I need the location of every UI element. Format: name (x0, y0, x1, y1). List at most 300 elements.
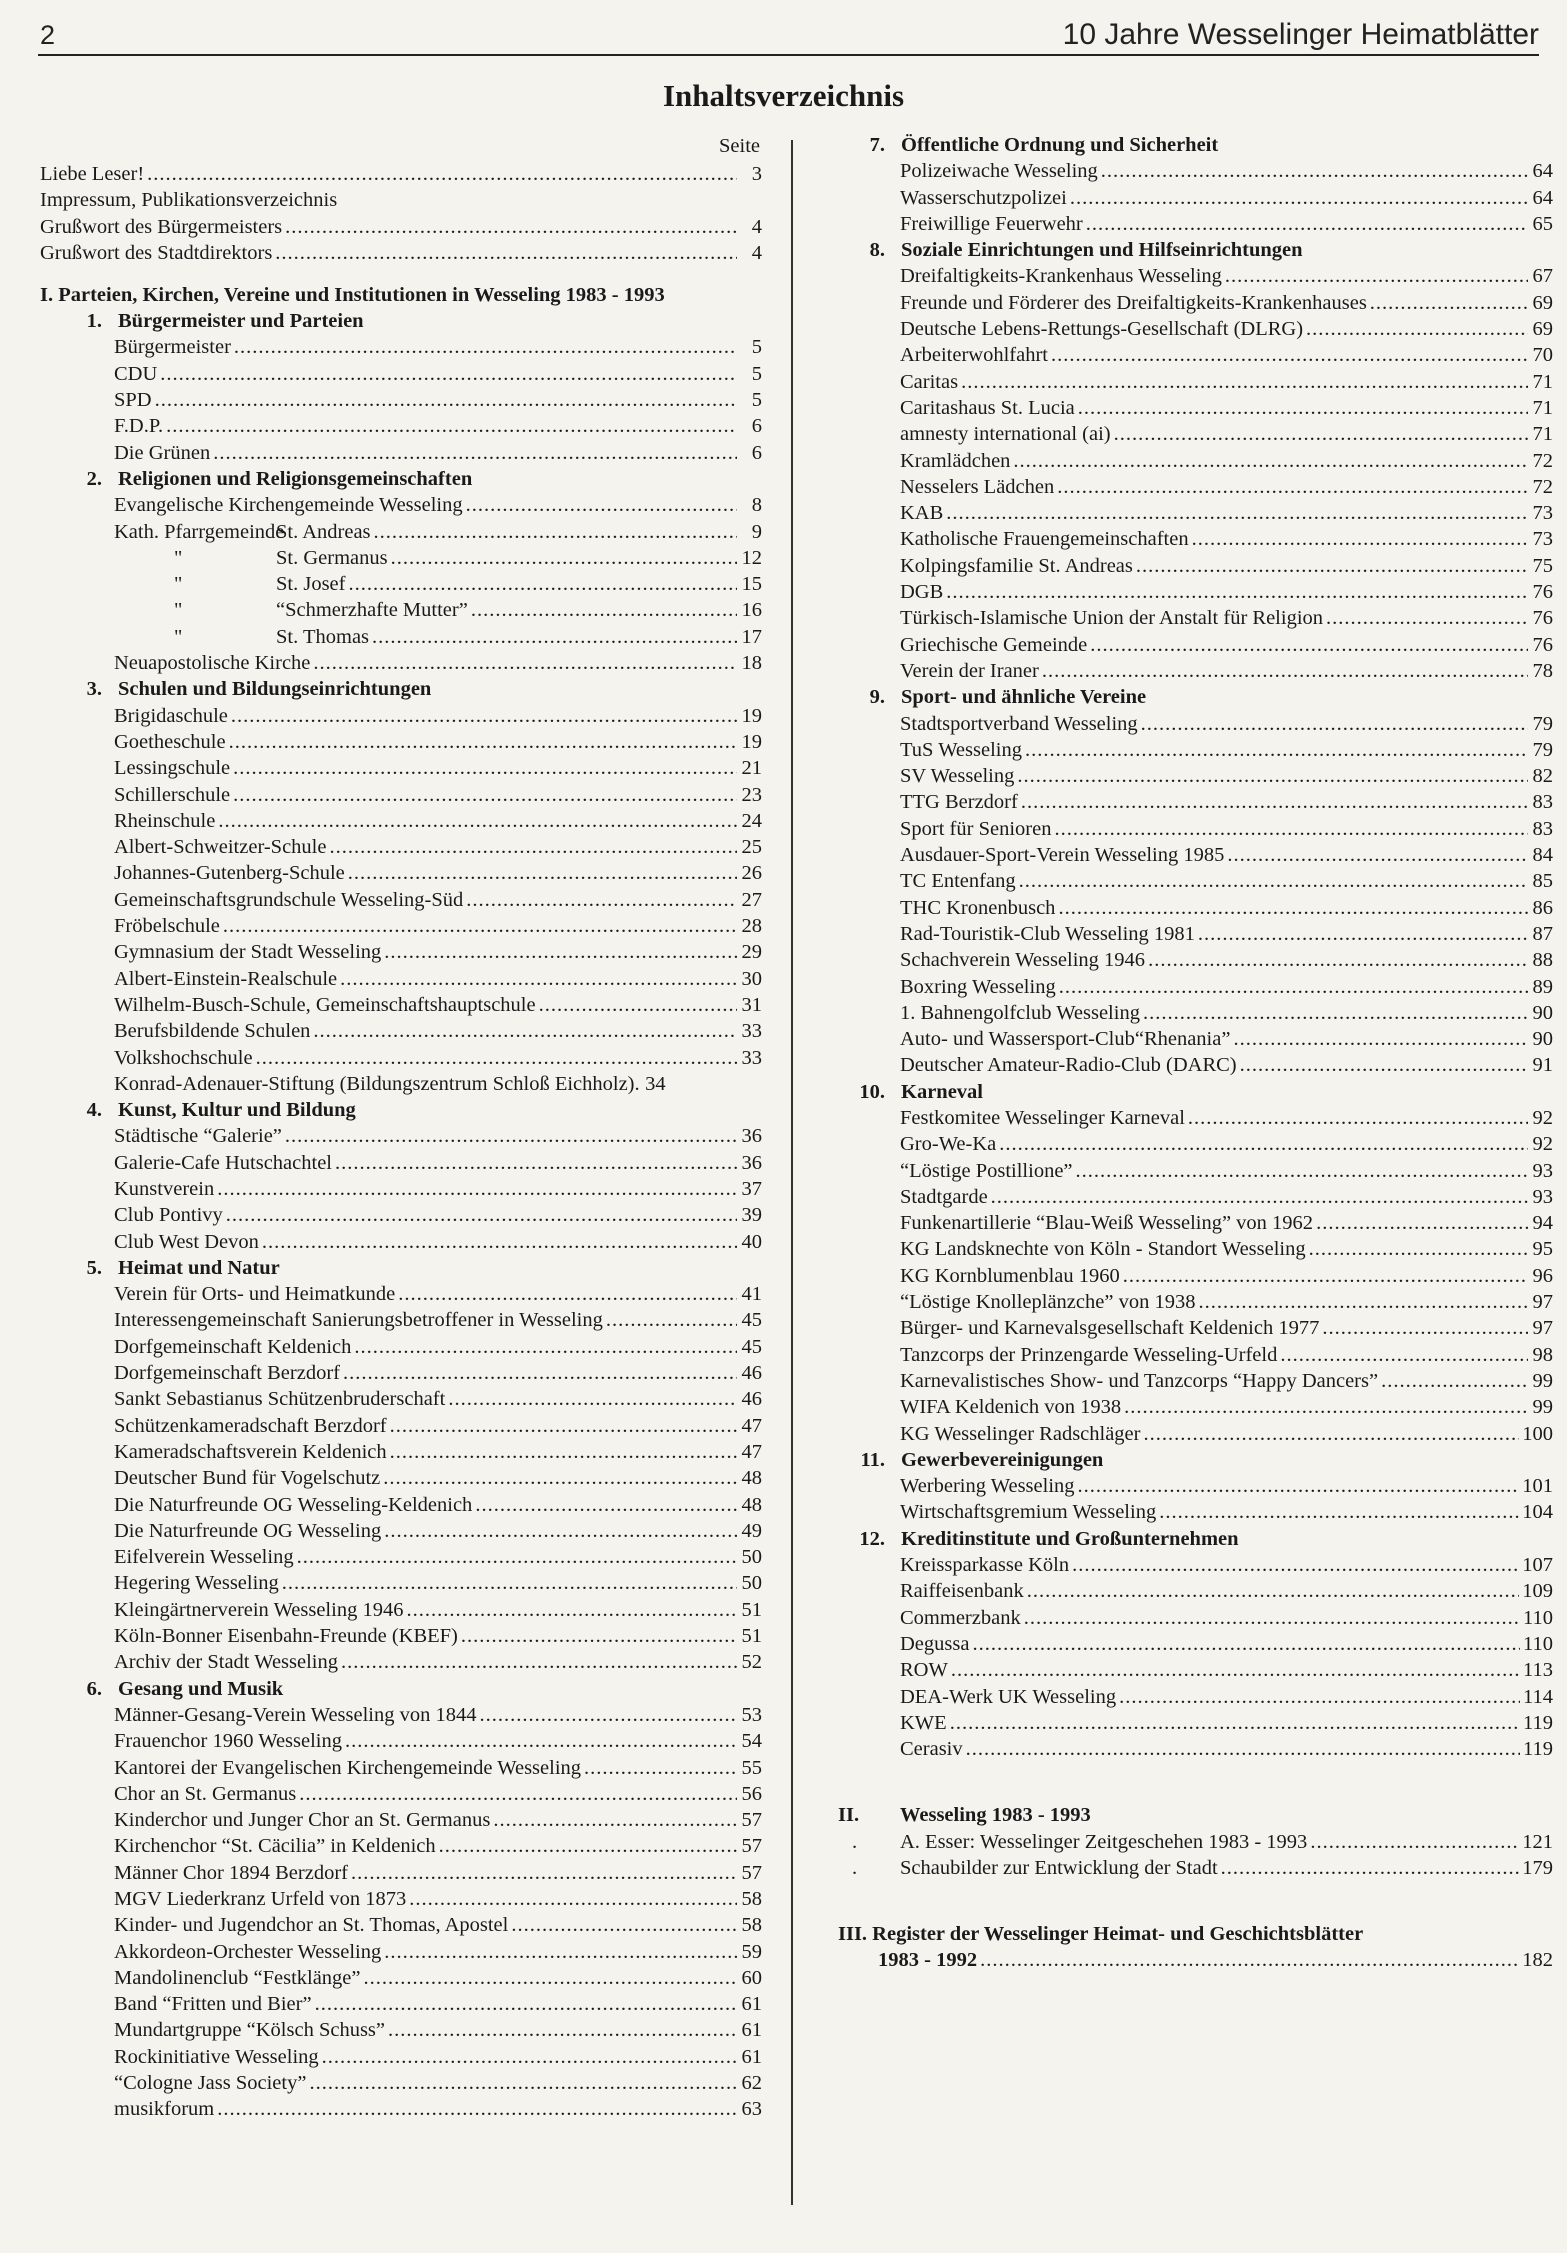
page-ref: 34 (645, 1072, 666, 1095)
page-ref: 179 (1522, 1857, 1553, 1879)
toc-entry (838, 1394, 1553, 1420)
toc-entry-label: Neuapostolische Kirche (114, 652, 311, 675)
page-ref: 51 (741, 1598, 762, 1621)
leader-dots (285, 1123, 737, 1149)
leader-dots (217, 2096, 737, 2122)
page-ref: 52 (741, 1651, 762, 1674)
leader-dots (471, 597, 737, 623)
section-title: Kreditinstitute und Großunternehmen (901, 1527, 1239, 1550)
leader-dots (391, 545, 737, 571)
toc-entry (838, 1026, 1553, 1052)
toc-entry (838, 974, 1553, 1000)
toc-entry-label: Die Grünen (114, 441, 211, 464)
page-ref: 24 (741, 809, 762, 832)
page-ref: 95 (1532, 1238, 1553, 1261)
part-two-list (838, 1829, 1553, 1882)
toc-entry (40, 1386, 762, 1412)
toc-entry-label: KAB (900, 502, 944, 525)
page-number: 2 (40, 20, 56, 50)
toc-entry (40, 1939, 762, 1965)
leader-dots (282, 1570, 737, 1596)
leader-dots (297, 1544, 737, 1570)
toc-entry (40, 1150, 762, 1176)
page-ref: 58 (741, 1888, 762, 1910)
leader-dots (950, 1710, 1520, 1736)
toc-entry (838, 895, 1553, 921)
toc-entry (838, 1210, 1553, 1236)
toc-entry-label: CDU (114, 362, 158, 385)
toc-entry (838, 1052, 1553, 1078)
leader-dots (1123, 1263, 1528, 1289)
section-title: Gewerbevereinigungen (901, 1448, 1104, 1471)
toc-entry (838, 1736, 1553, 1762)
leader-dots (972, 1631, 1520, 1657)
leader-dots (475, 1492, 737, 1518)
leader-dots (1072, 1552, 1519, 1578)
toc-entry (40, 240, 762, 266)
toc-entry (40, 939, 762, 965)
page-ref: 19 (741, 730, 762, 753)
header-rule (38, 54, 1539, 56)
leader-dots (372, 624, 737, 650)
toc-entry-label: THC Kronenbusch (900, 896, 1056, 919)
leader-dots (217, 1176, 737, 1202)
page-ref: 99 (1532, 1396, 1553, 1419)
toc-entry (40, 2017, 762, 2043)
toc-entry-label: Raiffeisenbank (900, 1580, 1024, 1603)
toc-entry-label: Gymnasium der Stadt Wesseling (114, 941, 382, 964)
section-heading (40, 1676, 762, 1702)
toc-entry-label: Wasserschutzpolizei (900, 186, 1067, 209)
toc-entry (40, 187, 762, 213)
toc-entry-label: Grußwort des Bürgermeisters (40, 215, 283, 238)
page-ref: 39 (741, 1204, 762, 1227)
leader-dots (1086, 211, 1528, 237)
page-ref: 92 (1532, 1106, 1553, 1129)
toc-entry (838, 1342, 1553, 1368)
toc-entry (40, 1702, 762, 1728)
page-ref: 4 (751, 215, 762, 238)
toc-entry-label: Katholische Frauengemeinschaften (900, 528, 1189, 551)
leader-dots (275, 240, 737, 266)
part-three-entry (838, 1947, 1553, 1973)
page-ref: 46 (741, 1362, 762, 1385)
toc-entry-label: Frauenchor 1960 Wesseling (114, 1730, 342, 1753)
toc-entry-label: Verein der Iraner (900, 659, 1039, 682)
toc-entry (40, 387, 762, 413)
toc-entry-label: Mandolinenclub “Festklänge” (114, 1966, 361, 1989)
toc-entry (40, 1281, 762, 1307)
page-ref: 121 (1522, 1830, 1553, 1853)
page-ref: 29 (741, 941, 762, 964)
toc-entry (40, 492, 762, 518)
leader-dots (466, 492, 737, 518)
leader-dots (384, 939, 737, 965)
page-ref: 50 (741, 1546, 762, 1569)
leader-dots (1057, 474, 1528, 500)
page-ref: 65 (1532, 212, 1553, 235)
leader-dots (1198, 1289, 1528, 1315)
toc-entry (40, 2096, 762, 2122)
leader-dots (383, 1465, 737, 1491)
leader-dots (299, 1781, 737, 1807)
page-ref: 58 (741, 1914, 762, 1937)
section-heading (40, 1255, 762, 1281)
page-ref: 76 (1532, 581, 1553, 604)
toc-entry (838, 342, 1553, 368)
toc-entry-label: Freiwillige Feuerwehr (900, 212, 1083, 235)
leader-dots (313, 1018, 737, 1044)
toc-entry-label: Bürgermeister (114, 336, 231, 359)
toc-entry-label: ROW (900, 1659, 948, 1682)
page-ref: 48 (741, 1493, 762, 1516)
page-ref: 17 (741, 625, 762, 648)
page-ref: 60 (741, 1966, 762, 1989)
page-ref: 53 (741, 1703, 762, 1726)
page-ref: 90 (1532, 1001, 1553, 1024)
page-ref: 89 (1532, 975, 1553, 998)
toc-entry (40, 966, 762, 992)
page-ref: 101 (1522, 1475, 1553, 1498)
leader-dots (1042, 658, 1528, 684)
toc-entry-label: Lessingschule (114, 757, 231, 780)
toc-entry-prefix: " (174, 573, 183, 596)
page-ref: 82 (1532, 765, 1553, 788)
page-ref: 45 (741, 1309, 762, 1332)
toc-entry (40, 913, 762, 939)
toc-entry-label: TuS Wesseling (900, 738, 1022, 761)
page-ref: 16 (741, 599, 762, 622)
page-ref: 97 (1532, 1291, 1553, 1314)
section-title: Religionen und Religionsgemeinschaften (118, 467, 473, 490)
page-ref: 28 (741, 915, 762, 938)
toc-entry-label: Stadtsportverband Wesseling (900, 712, 1138, 735)
toc-entry-label: Wirtschaftsgremium Wesseling (900, 1501, 1157, 1524)
page-ref: 73 (1532, 502, 1553, 525)
section-title: Bürgermeister und Parteien (118, 310, 364, 333)
toc-entry (838, 1605, 1553, 1631)
section-number: 10. (859, 1080, 885, 1103)
toc-entry (838, 1421, 1553, 1447)
left-column (40, 132, 762, 2123)
toc-entry (838, 1131, 1553, 1157)
toc-entry (40, 413, 762, 439)
page-ref: 57 (741, 1861, 762, 1884)
toc-entry-label: Nesselers Lädchen (900, 475, 1055, 498)
toc-entry-label: Kolpingsfamilie St. Andreas (900, 554, 1133, 577)
toc-entry-label: Liebe Leser! (40, 163, 145, 185)
toc-entry-label: Rad-Touristik-Club Wesseling 1981 (900, 922, 1195, 945)
section-number: 11. (860, 1448, 885, 1471)
toc-entry (40, 1202, 762, 1228)
page-ref: 64 (1532, 160, 1553, 183)
toc-entry (40, 1860, 762, 1886)
toc-entry (838, 1263, 1553, 1289)
toc-entry (40, 1018, 762, 1044)
leader-dots (329, 834, 737, 860)
toc-entry-label: Kreissparkasse Köln (900, 1554, 1070, 1577)
leader-dots (398, 1281, 737, 1307)
leader-dots (1240, 1052, 1528, 1078)
bullet-mark: . (852, 1830, 858, 1853)
toc-entry-label: TC Entenfang (900, 870, 1016, 893)
leader-dots (233, 755, 737, 781)
page-ref: 70 (1532, 344, 1553, 367)
toc-entry-label: Fröbelschule (114, 915, 220, 938)
section-title: Karneval (901, 1080, 983, 1103)
toc-entry (838, 1855, 1553, 1881)
page-ref: 9 (751, 520, 762, 543)
section-heading (40, 308, 762, 334)
leader-dots (493, 1807, 737, 1833)
toc-entry-label: Wilhelm-Busch-Schule, Gemeinschaftshauptschule (114, 993, 536, 1016)
toc-entry (838, 1657, 1553, 1683)
toc-entry (40, 214, 762, 240)
toc-entry-label: Auto- und Wassersport-Club“Rhenania” (900, 1028, 1231, 1051)
toc-entry-label: Albert-Einstein-Realschule (114, 967, 338, 990)
leader-dots (1143, 1000, 1528, 1026)
toc-entry (40, 703, 762, 729)
toc-entry (838, 448, 1553, 474)
toc-entry-label: St. Germanus (276, 546, 388, 569)
page-ref: 83 (1532, 817, 1553, 840)
leader-dots (390, 1439, 737, 1465)
page-ref: 59 (741, 1940, 762, 1963)
toc-entry-label: Caritas (900, 370, 959, 393)
page-ref: 96 (1532, 1264, 1553, 1287)
leader-dots (961, 369, 1528, 395)
leader-dots (231, 703, 737, 729)
page-ref: 114 (1523, 1685, 1553, 1708)
page-ref: 75 (1532, 554, 1553, 577)
leader-dots (147, 161, 737, 187)
page-ref: 100 (1522, 1422, 1553, 1445)
leader-dots (213, 440, 737, 466)
leader-dots (1221, 1855, 1520, 1881)
running-title: 10 Jahre Wesselinger Heimatblätter (1062, 18, 1539, 51)
toc-entry-label: Mundartgruppe “Kölsch Schuss” (114, 2019, 386, 2042)
toc-entry (40, 1045, 762, 1071)
toc-entry (40, 571, 762, 597)
section-title: Öffentliche Ordnung und Sicherheit (901, 134, 1219, 156)
section-title: Schulen und Bildungseinrichtungen (118, 678, 432, 701)
toc-entry (838, 947, 1553, 973)
leader-dots (461, 1623, 737, 1649)
leader-dots (1310, 1829, 1519, 1855)
leader-dots (1227, 842, 1528, 868)
page-ref: 85 (1532, 870, 1553, 893)
toc-entry (838, 1473, 1553, 1499)
page-ref: 3 (751, 163, 762, 185)
toc-entry (838, 605, 1553, 631)
toc-entry (40, 624, 762, 650)
leader-dots (1017, 763, 1528, 789)
leader-dots (406, 1597, 737, 1623)
toc-entry-label: Freunde und Förderer des Dreifaltigkeits-Krankenhauses (900, 291, 1367, 314)
toc-entry (838, 526, 1553, 552)
page-ref: 25 (741, 836, 762, 859)
right-section-list (838, 132, 1553, 1762)
leader-dots (218, 808, 737, 834)
toc-entry-label: Kameradschaftsverein Keldenich (114, 1440, 387, 1463)
page-ref: 30 (741, 967, 762, 990)
leader-dots (1024, 1605, 1520, 1631)
leader-dots (1198, 921, 1528, 947)
toc-entry (40, 1544, 762, 1570)
leader-dots (256, 1045, 737, 1071)
leader-dots (511, 1912, 737, 1938)
toc-entry-prefix: Kath. Pfarrgemeinde (114, 520, 285, 543)
toc-entry-label: A. Esser: Wesselinger Zeitgeschehen 1983 - 1993 (900, 1830, 1308, 1853)
toc-entry-label: Männer Chor 1894 Berzdorf (114, 1861, 348, 1884)
leader-dots (966, 1736, 1520, 1762)
leader-dots (448, 1386, 737, 1412)
section-number: 4. (86, 1099, 102, 1122)
part-two-number: II. (838, 1804, 860, 1827)
toc-entry (838, 1631, 1553, 1657)
leader-dots (1070, 185, 1528, 211)
toc-entry-label: Die Naturfreunde OG Wesseling (114, 1519, 382, 1542)
page-ref: 73 (1532, 528, 1553, 551)
toc-entry-label: Dorfgemeinschaft Keldenich (114, 1335, 352, 1358)
page-ref: 91 (1532, 1054, 1553, 1077)
toc-entry (838, 868, 1553, 894)
leader-dots (1188, 1105, 1528, 1131)
toc-entry-label: Griechische Gemeinde (900, 633, 1088, 656)
toc-entry (838, 421, 1553, 447)
toc-entry-label: Schützenkameradschaft Berzdorf (114, 1414, 387, 1437)
toc-entry-label: 1. Bahnengolfclub Wesseling (900, 1001, 1140, 1024)
toc-entry-label: KG Landsknechte von Köln - Standort Wesseling (900, 1238, 1306, 1261)
toc-entry (838, 1710, 1553, 1736)
page-ref: 63 (741, 2098, 762, 2121)
page-ref: 23 (741, 783, 762, 806)
leader-dots (1058, 895, 1528, 921)
toc-entry (838, 658, 1553, 684)
toc-entry-label: Dorfgemeinschaft Berzdorf (114, 1362, 340, 1385)
toc-entry-label: Interessengemeinschaft Sanierungsbetroffener in Wesseling (114, 1309, 603, 1332)
toc-entry-label: Werbering Wesseling (900, 1475, 1075, 1498)
page-ref: 84 (1532, 844, 1553, 867)
section-title: Heimat und Natur (118, 1256, 280, 1279)
toc-entry-label: Kunstverein (114, 1177, 215, 1200)
page-ref: 88 (1532, 949, 1553, 972)
page-ref: 99 (1532, 1369, 1553, 1392)
toc-entry (838, 921, 1553, 947)
toc-entry-label: Berufsbildende Schulen (114, 1020, 311, 1043)
page-ref: 93 (1532, 1185, 1553, 1208)
leader-dots (1027, 1578, 1520, 1604)
page-ref: 33 (741, 1046, 762, 1069)
page-ref: 54 (741, 1730, 762, 1753)
toc-entry-label: Konrad-Adenauer-Stiftung (Bildungszentrum Schloß Eichholz). (114, 1072, 640, 1095)
page-ref: 36 (741, 1125, 762, 1148)
section-number: 3. (86, 678, 102, 701)
leader-dots (348, 571, 737, 597)
section-title: Gesang und Musik (118, 1677, 284, 1700)
toc-entry-prefix: " (174, 546, 183, 569)
toc-entry (40, 440, 762, 466)
toc-entry-label: amnesty international (ai) (900, 423, 1111, 446)
page-ref: 5 (751, 362, 762, 385)
toc-entry (40, 1492, 762, 1518)
spacer (838, 1762, 1553, 1802)
toc-entry-label: F.D.P. (114, 415, 164, 438)
toc-entry (838, 158, 1553, 184)
page-ref: 98 (1532, 1343, 1553, 1366)
page-ref: 119 (1523, 1711, 1553, 1734)
toc-entry (40, 1912, 762, 1938)
toc-entry (40, 1623, 762, 1649)
page-ref: 92 (1532, 1133, 1553, 1156)
seite-label: Seite (719, 135, 760, 157)
page-ref: 45 (741, 1335, 762, 1358)
toc-entry (838, 763, 1553, 789)
toc-entry-label: DGB (900, 581, 944, 604)
leader-dots (439, 1833, 737, 1859)
toc-entry (838, 1236, 1553, 1262)
page-ref: 19 (741, 704, 762, 727)
toc-entry (838, 290, 1553, 316)
left-section-list (40, 308, 762, 2122)
leader-dots (229, 729, 737, 755)
page-ref: 26 (741, 862, 762, 885)
leader-dots (1054, 816, 1528, 842)
page-ref: 93 (1532, 1159, 1553, 1182)
toc-entry-label: Rockinitiative Wesseling (114, 2045, 319, 2068)
leader-dots (1192, 526, 1528, 552)
toc-entry (838, 579, 1553, 605)
section-number: 1. (86, 310, 102, 333)
page-ref: 119 (1523, 1738, 1553, 1761)
toc-entry-label: SV Wesseling (900, 765, 1015, 788)
part-three-heading: III. Register der Wesselinger Heimat- und Geschichtsblätter (838, 1923, 1364, 1946)
page-ref: 5 (751, 336, 762, 359)
leader-dots (1090, 632, 1528, 658)
page-ref: 72 (1532, 449, 1553, 472)
leader-dots (946, 500, 1528, 526)
toc-entry (838, 632, 1553, 658)
page-ref: 94 (1532, 1212, 1553, 1235)
toc-entry (40, 1807, 762, 1833)
leader-dots (991, 1184, 1528, 1210)
section-number: 5. (86, 1256, 102, 1279)
leader-dots (233, 782, 737, 808)
section-number: 2. (86, 467, 102, 490)
leader-dots (1076, 1158, 1528, 1184)
page-ref: 109 (1522, 1580, 1553, 1603)
toc-entry (40, 1071, 762, 1097)
leader-dots (343, 1360, 737, 1386)
toc-entry-label: Galerie-Cafe Hutschachtel (114, 1151, 332, 1174)
page-ref: 71 (1532, 370, 1553, 393)
page-ref: 64 (1532, 186, 1553, 209)
toc-entry (838, 1552, 1553, 1578)
leader-dots (354, 1334, 737, 1360)
toc-entry (838, 1158, 1553, 1184)
page-ref: 40 (741, 1230, 762, 1253)
leader-dots (234, 334, 737, 360)
toc-entry-label: Kinderchor und Junger Chor an St. Germanus (114, 1809, 491, 1832)
leader-dots (285, 214, 737, 240)
toc-entry (838, 316, 1553, 342)
page-ref: 4 (751, 241, 762, 264)
part-two-title: Wesseling 1983 - 1993 (900, 1804, 1091, 1827)
toc-entry (40, 1755, 762, 1781)
leader-dots (584, 1755, 737, 1781)
page-ref: 31 (741, 993, 762, 1016)
page-ref: 8 (751, 494, 762, 517)
